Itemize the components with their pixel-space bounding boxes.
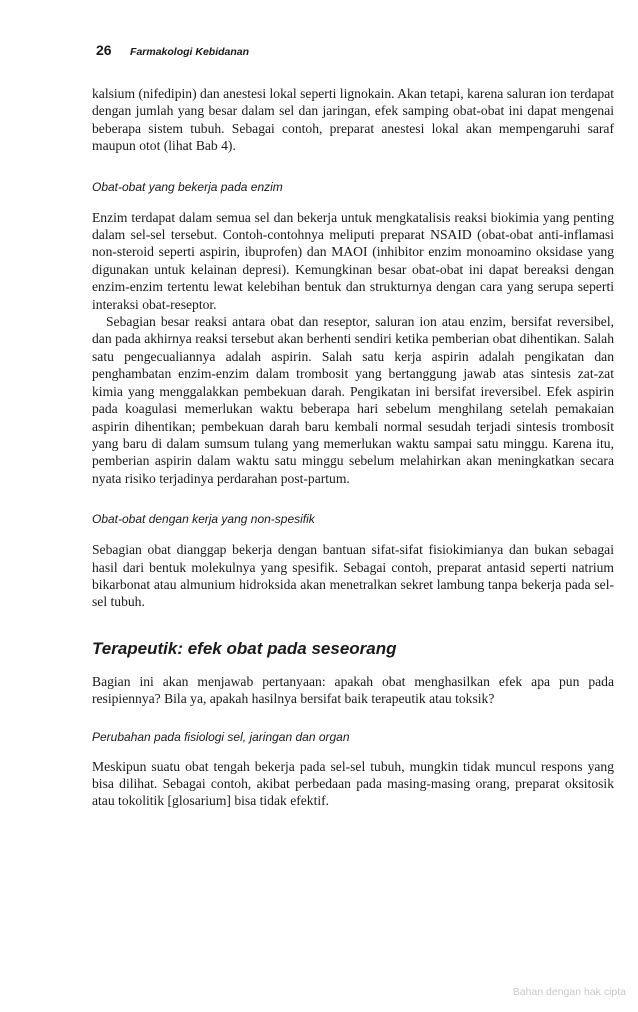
subheading: Perubahan pada fisiologi sel, jaringan dan organ — [92, 729, 350, 744]
section-heading: Terapeutik: efek obat pada seseorang — [92, 638, 397, 658]
paragraph: kalsium (nifedipin) dan anestesi lokal seperti lignokain. Akan tetapi, karena saluran ion terdapat dengan jumlah yang besar dalam sel dan jaringan, efek samping obat-obat ini dapat mengenai beberapa sistem tubuh. Sebagai contoh, preparat anestesi lokal akan mempengaruhi saraf maupun otot (lihat Bab 4). — [92, 86, 614, 154]
paragraph: Sebagian besar reaksi antara obat dan reseptor, saluran ion atau enzim, bersifat reversibel, dan pada akhirnya reaksi tersebut akan berhenti sendiri ketika pemberian obat dihentikan. Salah satu pengecualiannya adalah aspirin. Salah satu kerja aspirin adalah pengikatan dan penghambatan enzim-enzim dalam trombosit yang bertanggung jawab atas sintesis zat-zat kimia yang menggalakkan pembekuan darah. Pengikatan ini bersifat ireversibel. Efek aspirin pada koagulasi memerlukan waktu beberapa hari sebelum menghilang setelah pemakaian aspirin dihentikan; pembekuan darah baru kembali normal sesudah terjadi sintesis trombosit yang baru di dalam sumsum tulang yang memerlukan waktu sampai satu minggu. Karena itu, pemberian aspirin dalam waktu satu minggu sebelum melahirkan akan meningkatkan secara nyata risiko terjadinya perdarahan post-partum. — [92, 314, 614, 486]
subheading: Obat-obat dengan kerja yang non-spesifik — [92, 512, 315, 527]
paragraph: Bagian ini akan menjawab pertanyaan: apakah obat menghasilkan efek apa pun pada resipiennya? Bila ya, apakah hasilnya bersifat baik terapeutik atau toksik? — [92, 673, 614, 707]
page-number: 26 — [96, 42, 112, 58]
subheading: Obat-obat yang bekerja pada enzim — [92, 179, 283, 194]
page-body — [92, 85, 614, 810]
page-header — [96, 42, 249, 60]
paragraph: Enzim terdapat dalam semua sel dan bekerja untuk mengkatalisis reaksi biokimia yang penting dalam sel-sel tersebut. Contoh-contohnya meliputi preparat NSAID (obat-obat anti-inflamasi non-steroid seperti aspirin, ibuprofen) dan MAOI (inhibitor enzim monoamino oksidase yang digunakan untuk kelainan depresi). Kemungkinan besar obat-obat ini dapat bereaksi dengan enzim-enzim tertentu lewat kelebihan bentuk dan strukturnya dengan cara yang serupa seperti interaksi obat-reseptor. — [92, 209, 614, 312]
running-title: Farmakologi Kebidanan — [130, 46, 250, 58]
watermark: Bahan dengan hak cipta — [512, 986, 626, 998]
paragraph: Meskipun suatu obat tengah bekerja pada sel-sel tubuh, mungkin tidak muncul respons yang bisa dilihat. Sebagai contoh, akibat perbedaan pada masing-masing orang, preparat oksitosik atau tokolitik [glosarium] bisa tidak efektif. — [92, 758, 614, 809]
paragraph: Sebagian obat dianggap bekerja dengan bantuan sifat-sifat fisiokimianya dan bukan sebagai hasil dari bentuk molekulnya yang spesifik. Sebagai contoh, preparat antasid seperti natrium bikarbonat atau almunium hidroksida akan menetralkan sekret lambung tanpa bekerja pada sel-sel tubuh. — [92, 542, 614, 610]
